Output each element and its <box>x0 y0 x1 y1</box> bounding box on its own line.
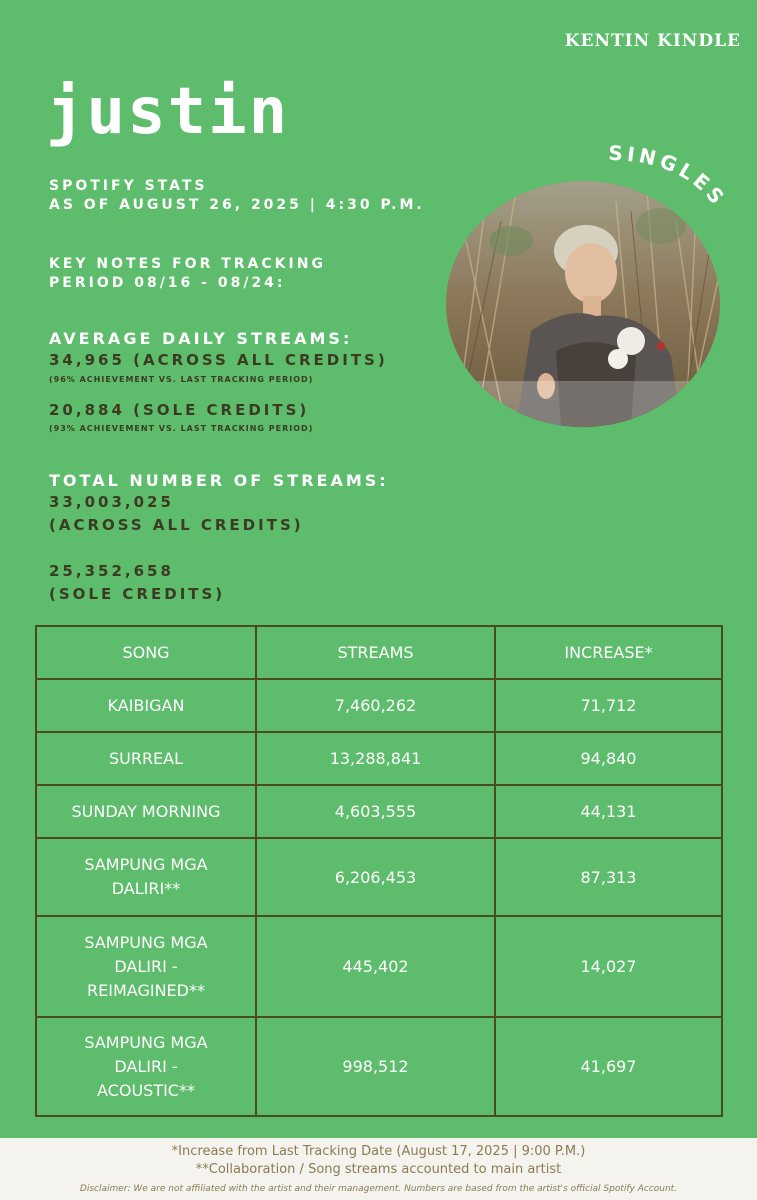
total-sole-sub: (SOLE CREDITS) <box>49 585 226 603</box>
page-title: justin <box>46 75 290 149</box>
song-name-line-1: SAMPUNG MGA <box>84 932 208 952</box>
song-increase: 44,131 <box>495 785 722 838</box>
song-streams: 998,512 <box>256 1017 495 1116</box>
footer <box>0 1138 757 1200</box>
song-streams: 4,603,555 <box>256 785 495 838</box>
key-notes-line-2: PERIOD 08/16 - 08/24: <box>49 275 286 291</box>
table-row <box>36 785 722 838</box>
average-label: AVERAGE DAILY STREAMS: <box>49 329 353 348</box>
average-sole-value: 20,884 (SOLE CREDITS) <box>49 401 310 419</box>
footer-disclaimer: Disclaimer: We are not affiliated with the artist and their management. Numbers are based from the artist's official Spotify Account. <box>79 1184 678 1194</box>
table-row <box>36 1017 722 1116</box>
svg-text:SINGLES <box>608 141 731 212</box>
song-increase: 94,840 <box>495 732 722 785</box>
header-streams: STREAMS <box>256 626 495 679</box>
song-name <box>36 838 256 916</box>
song-streams: 13,288,841 <box>256 732 495 785</box>
song-name <box>36 916 256 1017</box>
header-increase: INCREASE* <box>495 626 722 679</box>
table-row <box>36 838 722 916</box>
footer-note-increase: *Increase from Last Tracking Date (August 17, 2025 | 9:00 P.M.) <box>171 1144 586 1159</box>
song-name: SUNDAY MORNING <box>36 785 256 838</box>
average-all-value: 34,965 (ACROSS ALL CREDITS) <box>49 351 388 369</box>
song-increase: 71,712 <box>495 679 722 732</box>
total-sole-value: 25,352,658 <box>49 562 174 580</box>
table-row <box>36 916 722 1017</box>
total-all-value: 33,003,025 <box>49 493 174 511</box>
average-sole-note: (93% ACHIEVEMENT VS. LAST TRACKING PERIOD) <box>49 424 314 433</box>
song-name-line-2: DALIRI - <box>114 1056 178 1076</box>
table-header-row <box>36 626 722 679</box>
header-song: SONG <box>36 626 256 679</box>
song-name-line-1: SAMPUNG MGA <box>84 1032 208 1052</box>
average-all-note: (96% ACHIEVEMENT VS. LAST TRACKING PERIOD) <box>49 375 314 384</box>
song-streams: 445,402 <box>256 916 495 1017</box>
song-name-line-3: REIMAGINED** <box>87 980 205 1000</box>
table-row <box>36 732 722 785</box>
song-name-line-1: SAMPUNG MGA <box>84 855 208 874</box>
song-streams: 7,460,262 <box>256 679 495 732</box>
brand-logo: KENTIN KINDLE <box>564 31 741 51</box>
total-label: TOTAL NUMBER OF STREAMS: <box>49 471 389 490</box>
key-notes-line-1: KEY NOTES FOR TRACKING <box>49 256 326 272</box>
song-name <box>36 1017 256 1116</box>
song-increase: 87,313 <box>495 838 722 916</box>
streams-table <box>35 625 723 1117</box>
song-increase: 41,697 <box>495 1017 722 1116</box>
song-streams: 6,206,453 <box>256 838 495 916</box>
singles-label: SINGLES <box>607 140 732 212</box>
total-all-sub: (ACROSS ALL CREDITS) <box>49 516 304 534</box>
song-name-line-3: ACOUSTIC** <box>97 1080 195 1100</box>
table-row <box>36 679 722 732</box>
song-name: KAIBIGAN <box>36 679 256 732</box>
song-name: SURREAL <box>36 732 256 785</box>
singles-badge <box>600 140 740 240</box>
subtitle-line-2: AS OF AUGUST 26, 2025 | 4:30 P.M. <box>49 197 425 213</box>
song-name-line-2: DALIRI - <box>114 956 178 976</box>
footer-note-collab: **Collaboration / Song streams accounted to main artist <box>195 1162 562 1177</box>
song-name-line-2: DALIRI** <box>111 879 181 898</box>
subtitle-line-1: SPOTIFY STATS <box>49 178 208 194</box>
song-increase: 14,027 <box>495 916 722 1017</box>
